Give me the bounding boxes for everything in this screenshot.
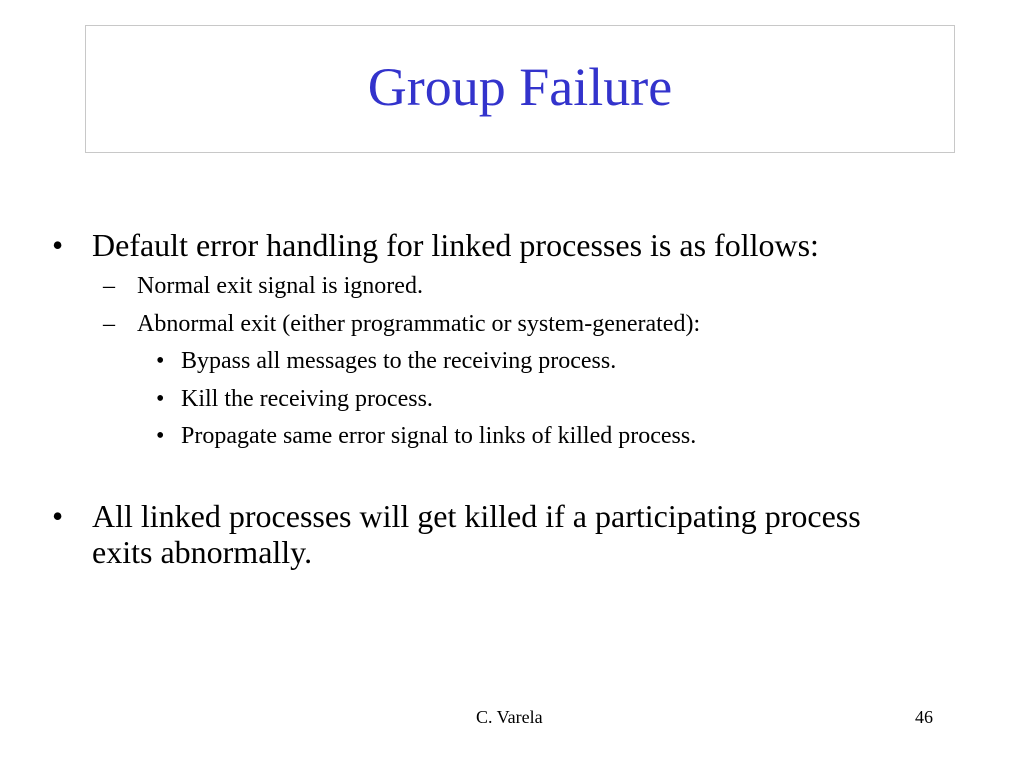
title-box	[85, 25, 955, 153]
sub-sub-bullet-item	[156, 422, 696, 450]
sub-sub-bullet-text: Kill the receiving process.	[181, 386, 433, 412]
bullet-marker: •	[156, 386, 165, 412]
bullet-marker: •	[156, 423, 165, 449]
bullet-marker: •	[156, 348, 165, 374]
sub-bullet-text: Normal exit signal is ignored.	[137, 273, 423, 299]
dash-marker: –	[103, 311, 115, 337]
bullet-text: Default error handling for linked processes is as follows:	[92, 227, 819, 263]
sub-sub-bullet-text: Propagate same error signal to links of killed process.	[181, 423, 697, 449]
slide-title: Group Failure	[367, 57, 673, 117]
sub-sub-bullet-item	[156, 347, 616, 375]
bullet-item	[52, 227, 922, 263]
footer-author: C. Varela	[476, 707, 543, 727]
bullet-marker: •	[52, 498, 64, 534]
sub-bullet-item	[103, 310, 700, 338]
sub-sub-bullet-text: Bypass all messages to the receiving process.	[181, 348, 617, 374]
sub-bullet-item	[103, 272, 423, 300]
dash-marker: –	[103, 273, 115, 299]
bullet-text: All linked processes will get killed if a participating process exits abnormally.	[92, 498, 861, 570]
sub-sub-bullet-item	[156, 385, 433, 413]
sub-bullet-text: Abnormal exit (either programmatic or system-generated):	[137, 311, 701, 337]
bullet-marker: •	[52, 227, 64, 263]
page-number: 46	[915, 707, 933, 727]
bullet-item	[52, 498, 922, 570]
